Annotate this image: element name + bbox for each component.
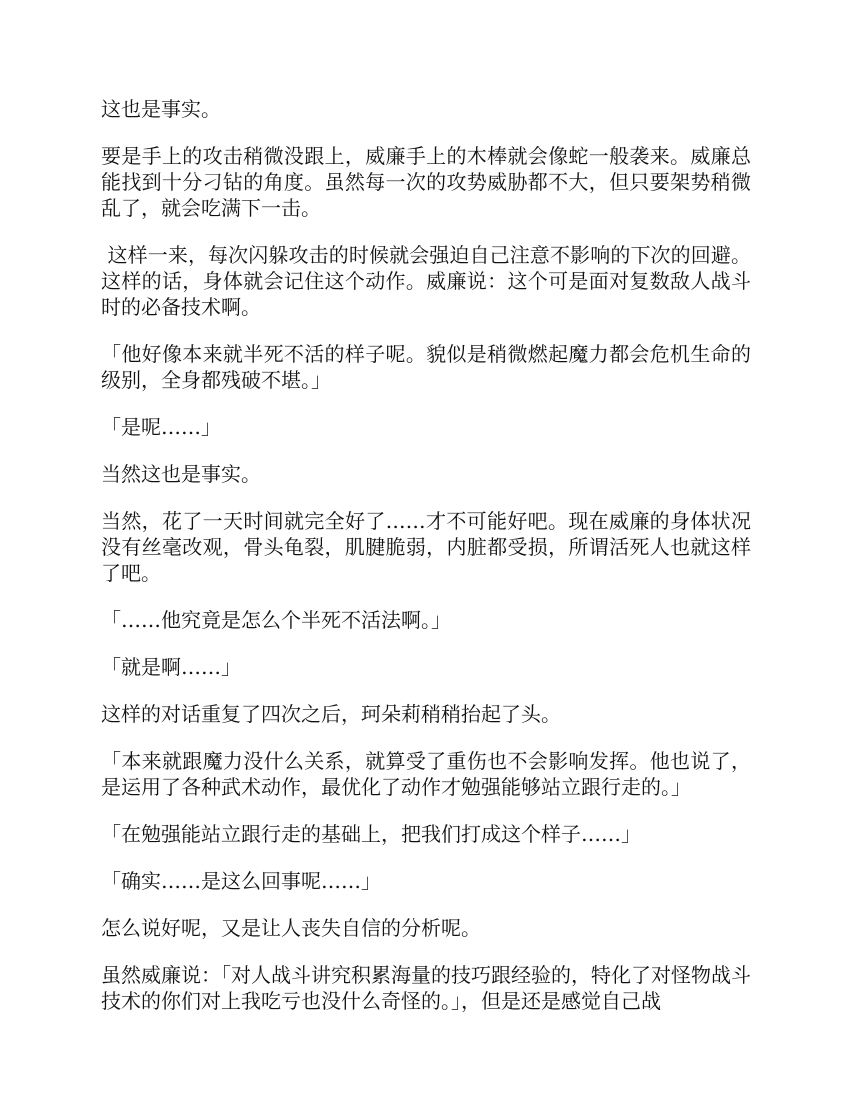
paragraph: 「确实……是这么回事呢……」 <box>101 869 381 893</box>
document-page <box>101 96 751 1014</box>
paragraph: 当然这也是事实。 <box>101 462 261 486</box>
paragraph: 要是手上的攻击稍微没跟上，威廉手上的木棒就会像蛇一般袭来。威廉总能找到十分刁钻的角度。虽然每一次的攻势威胁都不大，但只要架势稍微乱了，就会吃满下一击。 <box>101 144 751 220</box>
paragraph: 「在勉强能站立跟行走的基础上，把我们打成这个样子……」 <box>101 822 641 846</box>
paragraph: 虽然威廉说：「对人战斗讲究积累海量的技巧跟经验的，特化了对怪物战斗技术的你们对上我吃亏也没什么奇怪的。」，但是还是感觉自己战 <box>101 963 751 1013</box>
paragraph: 这也是事实。 <box>101 97 221 121</box>
paragraph: 这样的对话重复了四次之后，珂朵莉稍稍抬起了头。 <box>101 702 561 726</box>
paragraph: 这样一来，每次闪躲攻击的时候就会强迫自己注意不影响的下次的回避。这样的话，身体就会记住这个动作。威廉说：这个可是面对复数敌人战斗时的必备技术啊。 <box>101 243 752 319</box>
paragraph: 「……他究竟是怎么个半死不活法啊。」 <box>101 608 451 632</box>
paragraph: 当然，花了一天时间就完全好了……才不可能好吧。现在威廉的身体状况没有丝毫改观，骨头龟裂，肌腱脆弱，内脏都受损，所谓活死人也就这样了吧。 <box>101 509 751 585</box>
paragraph: 「他好像本来就半死不活的样子呢。貌似是稍微燃起魔力都会危机生命的级别，全身都残破不堪。」 <box>101 342 751 392</box>
paragraph: 「是呢……」 <box>101 415 221 439</box>
paragraph: 怎么说好呢，又是让人丧失自信的分析呢。 <box>101 916 481 940</box>
paragraph: 「本来就跟魔力没什么关系，就算受了重伤也不会影响发挥。他也说了，是运用了各种武术动作，最优化了动作才勉强能够站立跟行走的。」 <box>101 749 751 799</box>
paragraph: 「就是啊……」 <box>101 655 241 679</box>
